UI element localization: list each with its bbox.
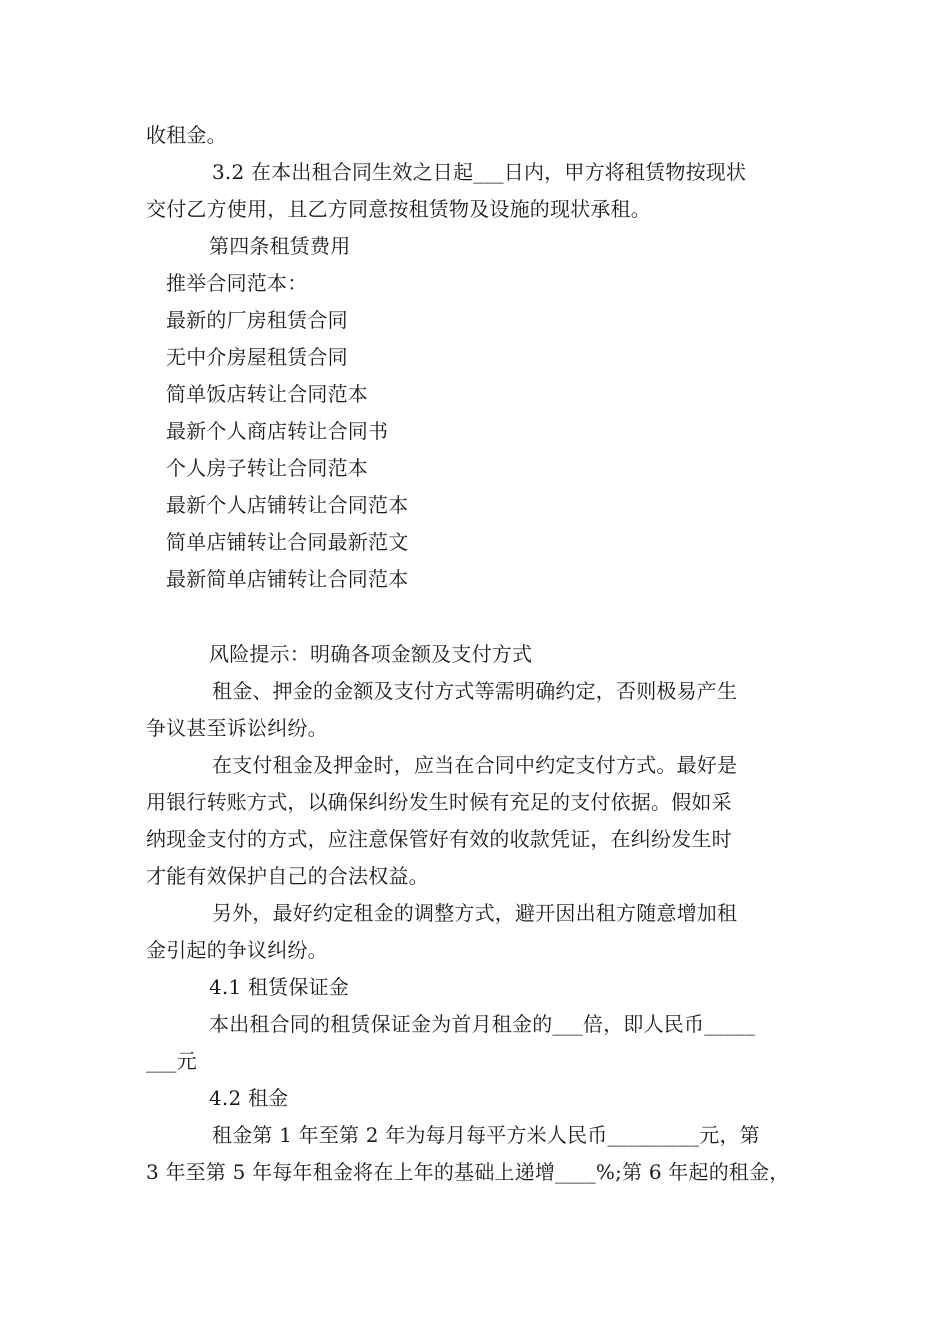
- paragraph-line: 纳现金支付的方式，应注意保管好有效的收款凭证，在纠纷发生时: [146, 827, 732, 851]
- template-link-3[interactable]: 简单饭店转让合同范本: [166, 382, 368, 406]
- template-link-5[interactable]: 个人房子转让合同范本: [166, 456, 368, 480]
- paragraph-line: 用银行转账方式，以确保纠纷发生时候有充足的支付依据。假如采: [146, 790, 732, 814]
- paragraph-line: 另外，最好约定租金的调整方式，避开因出租方随意增加租: [212, 901, 738, 925]
- template-link-6[interactable]: 最新个人店铺转让合同范本: [166, 493, 409, 517]
- paragraph-line: 金引起的争议纠纷。: [146, 938, 328, 962]
- template-link-1[interactable]: 最新的厂房租赁合同: [166, 308, 348, 332]
- text-line: 收租金。: [146, 123, 227, 147]
- clause-4-2-heading: 4.2 租金: [209, 1086, 289, 1110]
- clause-3-2-line-2: 交付乙方使用，且乙方同意按租赁物及设施的现状承租。: [146, 197, 651, 221]
- clause-4-1-line-1: 本出租合同的租赁保证金为首月租金的___倍，即人民币_____: [209, 1012, 756, 1036]
- template-link-2[interactable]: 无中介房屋租赁合同: [166, 345, 348, 369]
- template-link-8[interactable]: 最新简单店铺转让合同范本: [166, 567, 409, 591]
- clause-4-1-heading: 4.1 租赁保证金: [209, 975, 349, 999]
- article-4-heading: 第四条租赁费用: [209, 234, 351, 258]
- template-link-7[interactable]: 简单店铺转让合同最新范文: [166, 530, 409, 554]
- clause-3-2-line-1: 3.2 在本出租合同生效之日起___日内，甲方将租赁物按现状: [212, 160, 747, 184]
- paragraph-line: 租金、押金的金额及支付方式等需明确约定，否则极易产生: [212, 679, 738, 703]
- template-link-4[interactable]: 最新个人商店转让合同书: [166, 419, 389, 443]
- clause-4-1-line-2: ___元: [146, 1049, 197, 1073]
- recommended-templates-heading: 推举合同范本：: [166, 271, 308, 295]
- paragraph-line: 才能有效保护自己的合法权益。: [146, 864, 429, 888]
- clause-4-2-line-2: 3 年至第 5 年每年租金将在上年的基础上递增____%;第 6 年起的租金，: [146, 1160, 790, 1184]
- paragraph-line: 在支付租金及押金时，应当在合同中约定支付方式。最好是: [212, 753, 738, 777]
- risk-tip-heading: 风险提示：明确各项金额及支付方式: [209, 642, 533, 666]
- paragraph-line: 争议甚至诉讼纠纷。: [146, 716, 328, 740]
- clause-4-2-line-1: 租金第 1 年至第 2 年为每月每平方米人民币_________元，第: [212, 1123, 760, 1147]
